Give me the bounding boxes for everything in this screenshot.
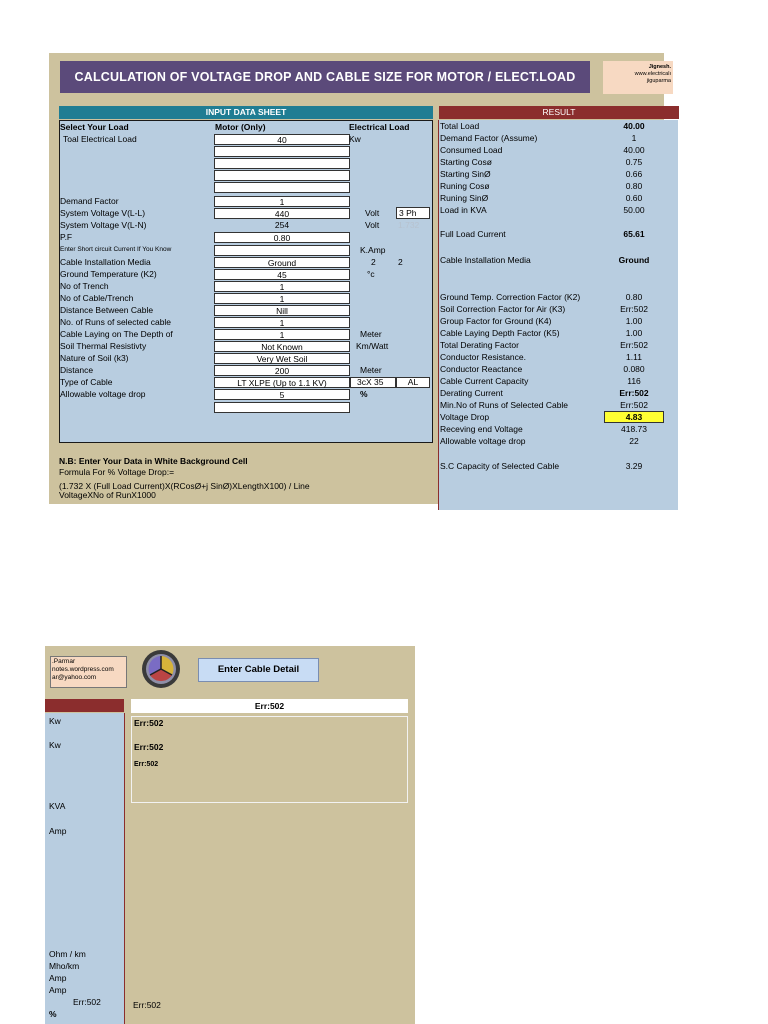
demand-factor-field[interactable]: 1: [214, 196, 350, 207]
col-electrical: Electrical Load: [349, 122, 410, 132]
input-label: Demand Factor: [60, 196, 119, 206]
unit-label: Kw: [49, 740, 61, 750]
soil-resistivity-select[interactable]: Not Known: [214, 341, 350, 352]
nb-note: N.B: Enter Your Data in White Background Cell: [59, 456, 248, 466]
media-code: 2: [398, 257, 403, 267]
calc-sheet-panel: [49, 53, 671, 504]
result-label: Runing Cosø: [440, 181, 490, 191]
error-text: Err:502: [134, 761, 159, 768]
result-value: 40.00: [623, 121, 645, 131]
voltage-ll-field[interactable]: 440: [214, 208, 350, 219]
installation-media-select[interactable]: Ground: [214, 257, 350, 268]
media-code: 2: [371, 257, 376, 267]
cable-trench-field[interactable]: 1: [214, 293, 350, 304]
result-label: Total Load: [440, 121, 480, 131]
sqrt3-value: 1.732: [398, 220, 420, 230]
result-label: Voltage Drop: [440, 412, 490, 422]
result-value: Err:502: [620, 340, 648, 350]
result-value: 1.00: [625, 328, 643, 338]
unit-label: Amp: [49, 973, 67, 983]
input-label: Enter Short circuit Current If You Know: [60, 246, 172, 253]
unit-label: Amp: [49, 985, 67, 995]
result-value: 116: [627, 376, 641, 386]
result-label: Full Load Current: [440, 229, 506, 239]
laying-depth-field[interactable]: 1: [214, 329, 350, 340]
input-label: Distance: [60, 365, 94, 375]
cable-cross-section-icon: [141, 649, 181, 689]
cable-distance-select[interactable]: Nill: [214, 305, 350, 316]
blank-field[interactable]: [214, 402, 350, 413]
input-label: Nature of Soil (k3): [60, 353, 129, 363]
enter-cable-detail-button[interactable]: Enter Cable Detail: [198, 658, 319, 682]
unit-label: °c: [367, 269, 375, 279]
result-label: Starting SinØ: [440, 169, 491, 179]
cable-type-select[interactable]: LT XLPE (Up to 1.1 KV): [214, 377, 350, 388]
unit-label: Meter: [360, 365, 382, 375]
trench-field[interactable]: 1: [214, 281, 350, 292]
input-section-title: INPUT DATA SHEET: [59, 106, 433, 119]
runs-field[interactable]: 1: [214, 317, 350, 328]
result-label: Conductor Resistance.: [440, 352, 526, 362]
error-bar: Err:502: [131, 699, 408, 713]
col-motor: Motor (Only): [215, 122, 266, 132]
input-label: System Voltage V(L-L): [60, 208, 146, 218]
input-label: Soil Thermal Resistivty: [60, 341, 147, 351]
input-label: No. of Runs of selected cable: [60, 317, 172, 327]
result-value: 50.00: [623, 205, 645, 215]
result-value: 0.66: [625, 169, 643, 179]
author-line: .Parmar: [52, 658, 76, 665]
blank-field[interactable]: [214, 146, 350, 157]
formula-title: Formula For % Voltage Drop:=: [59, 467, 175, 477]
result-label: Cable Current Capacity: [440, 376, 529, 386]
author-line: jiguparma: [646, 78, 671, 84]
page-title: CALCULATION OF VOLTAGE DROP AND CABLE SIZE FOR MOTOR / ELECT.LOAD: [60, 61, 590, 93]
total-load-field[interactable]: 40: [214, 134, 350, 145]
error-text: Err:502: [134, 718, 164, 728]
result-header-bar: [45, 699, 124, 712]
result-value: 0.75: [625, 157, 643, 167]
result-panel: [438, 120, 678, 510]
unit-label: Volt: [365, 220, 380, 230]
unit-label: Volt: [365, 208, 380, 218]
unit-label: K.Amp: [360, 245, 386, 255]
author-box: [603, 61, 673, 94]
unit-label: Mho/km: [49, 961, 80, 971]
input-label: Type of Cable: [60, 377, 113, 387]
result-value: Ground: [618, 255, 650, 265]
result-label: Derating Current: [440, 388, 503, 398]
result-label: Load in KVA: [440, 205, 487, 215]
cable-detail-panel: [45, 646, 415, 1024]
unit-label: KVA: [49, 801, 66, 811]
result-section-title: RESULT: [439, 106, 679, 119]
input-label: System Voltage V(L-N): [60, 220, 147, 230]
error-text: Err:502: [133, 1000, 161, 1010]
result-value: 0.60: [625, 193, 643, 203]
author-box: [50, 656, 127, 688]
conductor-select[interactable]: AL: [396, 377, 430, 388]
input-label: Allowable voltage drop: [60, 389, 146, 399]
result-value: 65.61: [623, 229, 645, 239]
pf-field[interactable]: 0.80: [214, 232, 350, 243]
result-label: Ground Temp. Correction Factor (K2): [440, 292, 581, 302]
result-value: Err:502: [619, 388, 649, 398]
result-value: 4.83: [604, 411, 664, 423]
unit-label: Ohm / km: [49, 949, 86, 959]
unit-label: Kw: [349, 134, 361, 144]
voltage-ln-value: 254: [274, 220, 290, 230]
result-value: 1.00: [625, 316, 643, 326]
distance-field[interactable]: 200: [214, 365, 350, 376]
result-value: Err:502: [620, 400, 648, 410]
result-label: Group Factor for Ground (K4): [440, 316, 552, 326]
result-label: Total Derating Factor: [440, 340, 519, 350]
author-line: notes.wordpress.com: [52, 666, 114, 673]
input-label: Cable Laying on The Depth of: [60, 329, 173, 339]
result-label: S.C Capacity of Selected Cable: [440, 461, 560, 471]
result-label: Allowable voltage drop: [440, 436, 526, 446]
unit-label: %: [49, 1009, 57, 1019]
author-line: ar@yahoo.com: [52, 674, 97, 681]
formula-text: (1.732 X (Full Load Current)X(RCosØ+j SinØ)XLengthX100) / Line VoltageXNo of RunX1000: [59, 481, 310, 500]
result-value: 22: [629, 436, 639, 446]
blank-field[interactable]: [214, 182, 350, 193]
blank-field[interactable]: [214, 158, 350, 169]
soil-nature-select[interactable]: Very Wet Soil: [214, 353, 350, 364]
input-label: No of Trench: [60, 281, 109, 291]
result-label: Cable Installation Media: [440, 255, 531, 265]
input-panel: [59, 120, 433, 443]
unit-label: Err:502: [73, 997, 101, 1007]
result-label: Starting Cosø: [440, 157, 492, 167]
blank-field[interactable]: [214, 170, 350, 181]
result-label: Consumed Load: [440, 145, 503, 155]
error-text: Err:502: [134, 742, 164, 752]
result-value: 3.29: [625, 461, 643, 471]
result-value: 0.080: [623, 364, 645, 374]
result-value: 0.80: [625, 181, 643, 191]
input-label: P.F: [60, 232, 73, 242]
ground-temp-field[interactable]: 45: [214, 269, 350, 280]
short-circuit-field[interactable]: [214, 245, 350, 256]
result-value: 1: [631, 133, 637, 143]
result-value: 1.11: [626, 352, 642, 362]
unit-label: Amp: [49, 826, 67, 836]
cable-detail-box: [131, 716, 408, 803]
result-label: Runing SinØ: [440, 193, 489, 203]
unit-label: %: [360, 389, 368, 399]
result-value: Err:502: [620, 304, 648, 314]
author-line: www.electricalı: [634, 71, 671, 77]
cable-size-select[interactable]: 3cX 35: [350, 377, 396, 388]
col-select-load: Select Your Load: [60, 122, 129, 132]
result-value: 40.00: [623, 145, 645, 155]
author-line: Jignesh.: [648, 64, 671, 70]
phase-select[interactable]: 3 Ph: [396, 207, 430, 219]
input-label: Ground Temperature (K2): [60, 269, 157, 279]
result-label: Conductor Reactance: [440, 364, 523, 374]
unit-label: Kw: [49, 716, 61, 726]
result-value: 418.73: [621, 424, 647, 434]
unit-label: Meter: [360, 329, 382, 339]
result-label: Min.No of Runs of Selected Cable: [440, 400, 569, 410]
input-label: Cable Installation Media: [60, 257, 151, 267]
result-value: 0.80: [625, 292, 643, 302]
notes: [59, 455, 433, 500]
unit-column: [45, 713, 125, 1024]
input-label: Distance Between Cable: [60, 305, 154, 315]
result-label: Cable Laying Depth Factor (K5): [440, 328, 560, 338]
input-label: Toal Electrical Load: [63, 134, 137, 144]
unit-label: Km/Watt: [356, 341, 389, 351]
input-label: No of Cable/Trench: [60, 293, 134, 303]
result-label: Soil Correction Factor for Air (K3): [440, 304, 566, 314]
allowable-drop-field[interactable]: 5: [214, 389, 350, 400]
result-label: Receving end Voltage: [440, 424, 523, 434]
result-label: Demand Factor (Assume): [440, 133, 538, 143]
